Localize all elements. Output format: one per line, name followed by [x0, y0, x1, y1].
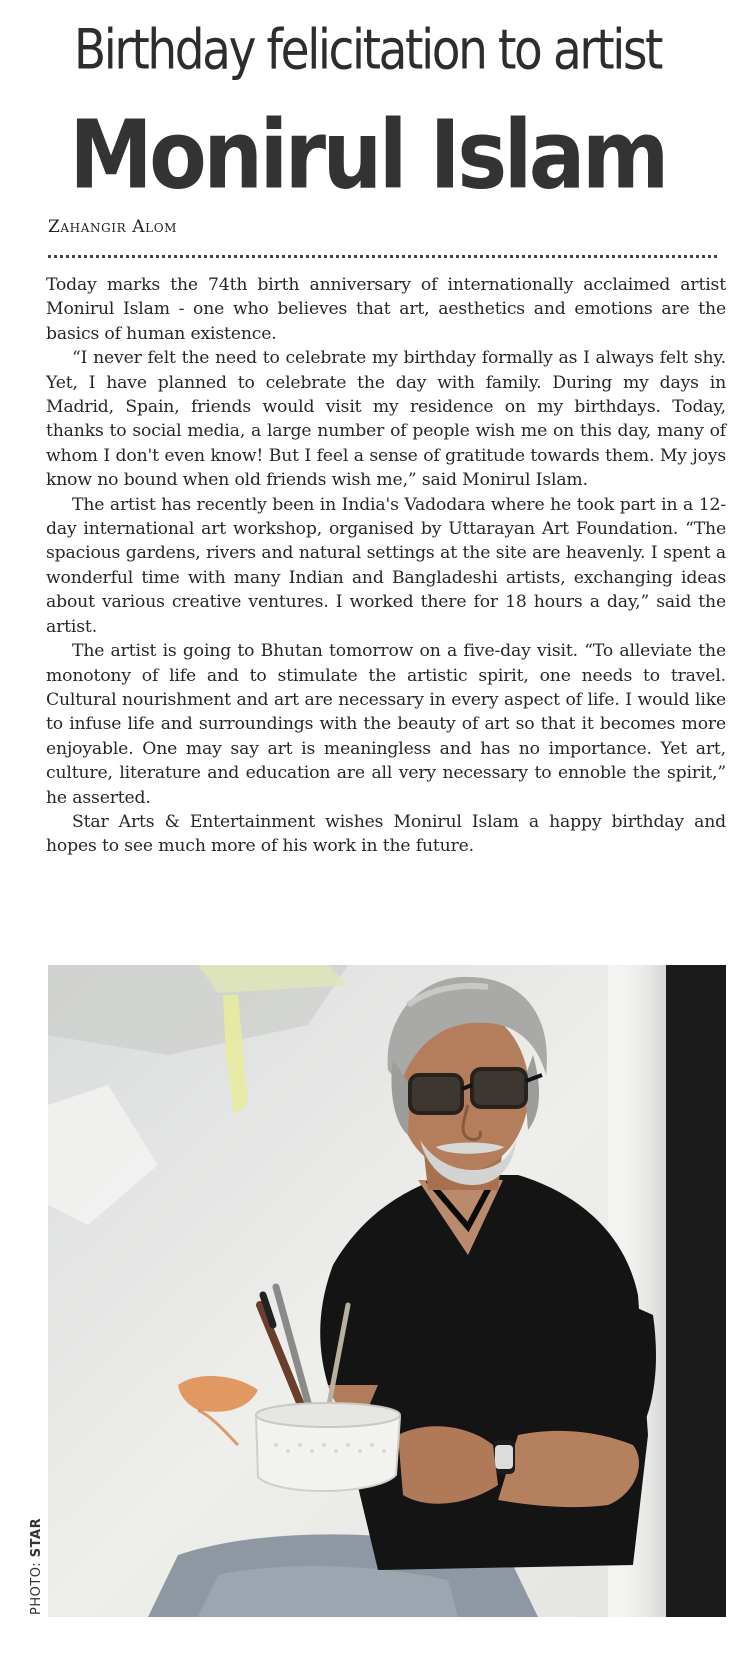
photo-credit-source: STAR [29, 1517, 44, 1558]
paragraph: Today marks the 74th birth anniversary of internationally acclaimed artist Monirul Islam - one who believes that art, aesthetics and emotions are the basics of human existence. [46, 275, 726, 344]
byline [48, 217, 177, 237]
artist-portrait-illustration [48, 965, 726, 1617]
paragraph: The artist is going to Bhutan tomorrow on a five-day visit. “To alleviate the monotony of life and to stimulate the artistic spirit, one needs to travel. Cultural nourishment and art are necessary in every aspect of life. I would like to infuse life and surroundings with the beauty of art so that it becomes more enjoyable. One may say art is meaningless and has no importance. Yet art, culture, literature and education are all very necessary to ennoble the spirit,” he asserted. [46, 641, 726, 808]
artist-photo [48, 965, 726, 1617]
dotted-divider [48, 255, 717, 258]
photo-credit [29, 1415, 44, 1615]
byline-name: Zahangir Alom [48, 217, 178, 237]
paragraph: “I never felt the need to celebrate my birthday formally as I always felt shy. Yet, I have planned to celebrate the day with family. During my days in Madrid, Spain, friends would visit my residence on my birthdays. Today, thanks to social media, a large number of people wish me on this day, many of whom I don't even know! But I feel a sense of gratitude towards them. My joys know no bound when old friends wish me,” said Monirul Islam. [46, 348, 726, 491]
photo-credit-prefix: PHOTO: [29, 1557, 44, 1615]
paragraph: The artist has recently been in India's Vadodara where he took part in a 12-day international art workshop, organised by Uttarayan Art Foundation. “The spacious gardens, rivers and natural settings at the site are heavenly. I spent a wonderful time with many Indian and Bangladeshi artists, exchanging ideas about various creative ventures. I worked there for 18 hours a day,” said the artist. [46, 494, 726, 637]
headline-line-2: Monirul Islam [69, 100, 666, 210]
headline-line-1: Birthday felicitation to artist [73, 18, 662, 83]
article-body [46, 273, 726, 859]
paragraph: Star Arts & Entertainment wishes Monirul Islam a happy birthday and hopes to see much more of his work in the future. [46, 811, 726, 857]
